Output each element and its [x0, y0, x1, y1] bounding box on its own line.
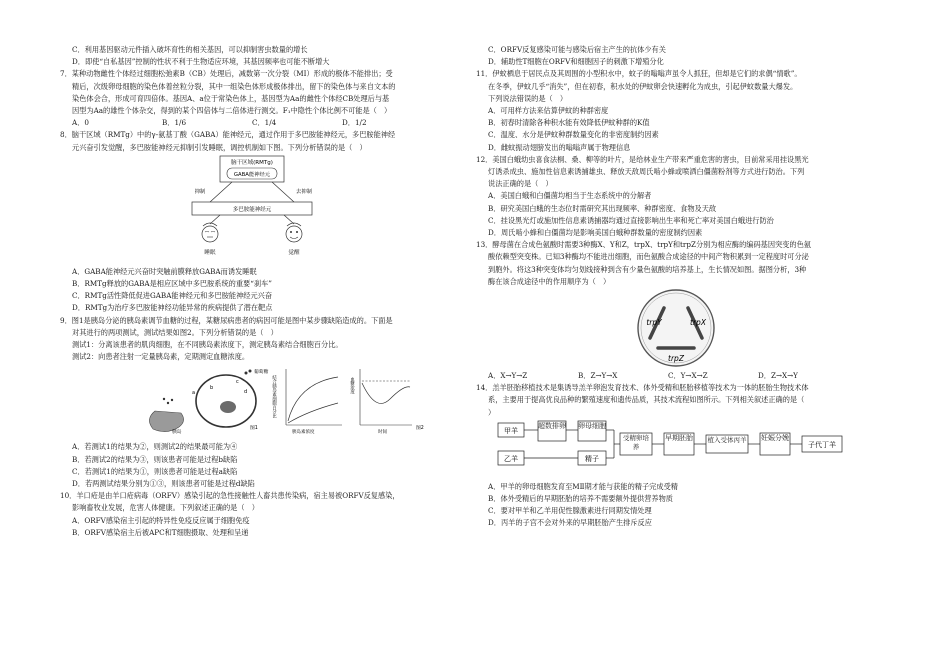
q12-line: 说法正确的是（ ） — [488, 179, 553, 189]
goat-a-label: 甲羊 — [504, 426, 518, 435]
q14-option-a: A．甲羊的卵母细胞发育至MⅡ期才能与获能的精子完成受精 — [488, 481, 678, 491]
target-cell — [196, 375, 256, 427]
q9-option-b: B．若测试2的结果为③，则该患者可能是过程b缺陷 — [72, 454, 238, 464]
question-8 — [60, 129, 460, 314]
q7-line: 染色体会合，形成可育四倍体。基因A、a位于常染色体上，基因型为Aa的雌性个体经CB处理后与基 — [72, 93, 390, 103]
q14-flowchart — [476, 419, 891, 481]
q14-option-c: C．要对甲羊和乙羊用促性腺激素进行同期发情处理 — [488, 506, 652, 516]
q12-option-d: D．周氏啮小蜂和白僵菌均是影响美国白蛾种群数量的密度制约因素 — [488, 228, 703, 238]
fig1-caption: 图1 — [250, 426, 258, 432]
option-d: D．即使“自私基因”控制的性状不利于生物适应环境，其基因频率也可能不断增大 — [72, 57, 330, 67]
step-b: b — [210, 385, 214, 392]
question-13 — [476, 239, 891, 382]
rmtg-mechanism-diagram — [60, 154, 460, 266]
q10-line: 影响畜牧业发展，危害人体健康。下列叙述正确的是（ ） — [72, 503, 259, 513]
delivery-label: 妊娠分娩 — [761, 433, 789, 442]
inhibit-label: 抑制 — [194, 188, 206, 195]
awake-face-icon — [286, 223, 302, 242]
pancreas-label: 胰岛 — [172, 430, 182, 436]
q8-diagram — [60, 154, 460, 266]
q9-option-d: D．若两测试结果分别为①③，则该患者可能是过程d缺陷 — [72, 479, 255, 489]
insulin-figure — [60, 363, 460, 441]
disinhibit-label: 去抑制 — [296, 188, 312, 195]
trpy-label: trpY — [646, 318, 662, 328]
step-a: a — [192, 390, 196, 397]
q10-line: 10．羊口疮是由羊口疮病毒（ORFV）感染引起的急性接触性人畜共患传染病，宿主易被ORFV反复感染， — [60, 491, 400, 501]
graph1-xlabel: 胰岛素浓度 — [292, 430, 315, 436]
q11-line: 11．伊蚊栖息于居民点及其周围的小型积水中，蚊子的嗡嗡声虽令人抓狂，但却是它们的求偶“情歌”。 — [476, 69, 802, 79]
figure-2-graph-glucose — [350, 369, 424, 435]
question-9 — [60, 315, 460, 491]
step-c: c — [236, 379, 239, 386]
q11-option-a: A．可用样方法来估算伊蚊的种群密度 — [488, 106, 609, 116]
q14-line: 系，主要用于提高优良品种的繁殖速度和遗传品质，其技术流程如图所示。下列相关叙述正确的是（ — [488, 395, 805, 405]
q9-option-c: C．若测试1的结果为①，则该患者可能是过程a缺陷 — [72, 466, 238, 476]
q12-option-c: C．挂设黑光灯或施加性信息素诱捕器均通过直接影响出生率和死亡率对美国白蛾进行防治 — [488, 215, 774, 225]
q10-option-b: B．ORFV感染宿主后被APC和T细胞摄取、处理和呈递 — [72, 527, 249, 537]
q9-line: 9．图1是胰岛分泌的胰岛素调节血糖的过程，某糖尿病患者的病因可能是图中某步骤缺陷造成的。下面是 — [60, 315, 393, 325]
q12-option-b: B．研究美国白蛾的生态位时需研究其出现频率、种群密度、食物及天敌 — [488, 203, 717, 213]
q7-option-d: D．1/2 — [342, 118, 367, 128]
q8-option-c: C．RMTg活性降低促进GABA能神经元和多巴胺能神经元兴奋 — [72, 291, 273, 301]
q13-plate-figure — [476, 288, 891, 370]
fig2-caption: 图2 — [416, 426, 424, 432]
offspring-label: 子代丁羊 — [808, 440, 836, 449]
question-10 — [60, 490, 460, 539]
q9-line: 测试2：向患者注射一定量胰岛素，定期测定血糖浓度。 — [72, 352, 250, 362]
q8-line: 元兴奋引发觉醒，多巴胺能神经元抑制引发睡眠，调控机制如下图。下列分析错误的是（ ） — [72, 142, 367, 152]
trpx-label: trpX — [690, 318, 706, 328]
q10-option-a: A．ORFV感染宿主引起的特异性免疫反应属于细胞免疫 — [72, 515, 250, 525]
q13-line: 13．酵母菌在合成色氨酸时需要3种酶X、Y和Z，trpX、trpY和trpZ分别为相应酶的编码基因突变的色氨 — [476, 240, 811, 250]
q7-options — [60, 117, 460, 129]
option-c: C．利用基因驱动元件插入破坏育性的相关基因，可以抑制害虫数量的增长 — [72, 45, 308, 54]
question-14 — [476, 382, 891, 529]
q7-option-a: A．0 — [72, 118, 89, 128]
q7-option-c: C．1/4 — [252, 118, 277, 128]
q14-option-b: B．体外受精后的早期胚胎的培养不需要额外提供营养物质 — [488, 494, 673, 504]
goat-b-label: 乙羊 — [504, 454, 518, 463]
q7-line: 因型为Aa的雄性个体杂交，得到的某个四倍体与二倍体进行测交。F₁中隐性个体比例不可能是（ ） — [72, 106, 392, 116]
q13-line: 酶在该合成途径中的作用顺序为（ ） — [488, 276, 611, 286]
question-7 — [60, 68, 460, 129]
gaba-neuron-label: GABA能神经元 — [233, 171, 271, 178]
q12-line: 12．美国白蛾幼虫喜食法桐、桑、柳等的叶片，是给林业生产带来严重危害的害虫，目前常采用挂设黑光 — [476, 154, 809, 164]
glucose-label: 葡萄糖 — [254, 370, 269, 376]
dopamine-neuron-label: 多巴胺能神经元 — [232, 206, 272, 213]
q13-option-d: D．Z→X→Y — [758, 371, 798, 381]
question-11 — [476, 68, 891, 153]
early-embryo-label: 早期胚胎 — [665, 433, 693, 442]
figure-2-graph-binding — [272, 369, 343, 435]
sperm-label: 精子 — [585, 454, 599, 463]
q13-line: 酸依赖型突变株。已知3种酶均不能进出细胞，而色氨酸合成途径的中间产物积累到一定程度时可分泌 — [488, 252, 809, 262]
trpz-label: trpZ — [668, 354, 684, 364]
sleep-label: 睡眠 — [204, 249, 216, 256]
sleeping-face-icon — [202, 223, 218, 242]
q14-line: ） — [488, 407, 496, 417]
nucleus — [220, 401, 236, 413]
q11-option-c: C．温度、水分是伊蚊种群数量变化的非密度制约因素 — [488, 130, 659, 140]
q13-option-a: A．X→Y→Z — [488, 371, 528, 381]
graph1-ylabel: 结合胰岛素细胞百分比 — [271, 375, 277, 419]
q11-option-d: D．雌蚊振动翅膀发出的嗡嗡声属于物理信息 — [488, 142, 631, 152]
q10-option-c: C．ORFV反复感染可能与感染后宿主产生的抗体少有关 — [488, 45, 666, 54]
step-d: d — [244, 389, 248, 396]
q7-option-b: B．1/6 — [162, 118, 187, 128]
q13-line: 到胞外。将这3种突变体均匀划线接种到含有少量色氨酸的培养基上，生长情况如图。据图分析，3种 — [488, 264, 807, 274]
pancreas-icon — [149, 411, 183, 432]
q14-option-d: D．丙羊的子宫不会对外来的早期胚胎产生排斥反应 — [488, 518, 652, 528]
rmtg-box-label: 脑干区域(RMTg) — [231, 159, 273, 166]
culture-label: 受精卵培养 — [623, 433, 649, 451]
q9-figure — [60, 363, 460, 441]
figure-1 — [149, 368, 268, 435]
q7-line: 精后，次级卵母细胞的染色体着丝粒分裂，其中一组染色体形成极体排出，留下的染色体与来自文本的 — [72, 81, 396, 91]
q7-line: 7．某种动物雌性个体经过细胞松弛素B（CB）处理后，减数第一次分裂（MⅠ）形成的极体不能排出；受 — [60, 69, 393, 79]
question-12 — [476, 154, 891, 239]
superovulation-label: 超数排卵 — [538, 421, 566, 430]
left-column — [60, 44, 460, 539]
q9-option-a: A．若测试1的结果为②，则测试2的结果最可能为④ — [72, 442, 238, 452]
oocyte-label: 卵母细胞 — [578, 421, 606, 430]
q8-option-d: D．RMTg为治疗多巴胺能神经功能异常的疾病提供了潜在靶点 — [72, 303, 273, 313]
q14-line: 14．羔羊胚胎移植技术是集诱导羔羊卵泡发育技术、体外受精和胚胎移植等技术为一体的胚胎生物技术体 — [476, 383, 809, 393]
q13-option-c: C．Y→X→Z — [668, 371, 708, 381]
awake-label: 觉醒 — [288, 249, 300, 256]
q11-line: 下列说法错误的是（ ） — [488, 93, 568, 103]
q8-line: 8．脑干区域（RMTg）中的γ-氨基丁酸（GABA）能神经元，通过作用于多巴胺能神经元，多巴胺能神经 — [60, 130, 396, 140]
petri-plate — [476, 288, 891, 370]
q8-option-b: B．RMTg释放的GABA是相应区域中多巴胺系统的重要“刹车” — [72, 279, 272, 289]
q11-line: 在冬季，伊蚊几乎“消失”，但在初春，积水处的伊蚊卵会快速孵化为成虫，引起伊蚊数量大爆发。 — [488, 81, 798, 91]
transfer-label: 植入受体丙羊 — [707, 435, 747, 444]
graph2-ylabel: 血糖浓度 — [349, 377, 355, 395]
q10-option-d: D．辅助性T细胞在ORFV和细胞因子的刺激下增殖分化 — [488, 57, 664, 67]
q12-line: 灯诱杀成虫、施加性信息素诱捕雄虫、释放天敌周氏啮小蜂或喷洒白僵菌粉剂等方式进行防治。下列 — [488, 167, 805, 177]
q12-option-a: A．美国白蛾和白僵菌均相当于生态系统中的分解者 — [488, 191, 652, 201]
q13-option-b: B．Z→Y→X — [578, 371, 618, 381]
embryo-transfer-flow — [476, 419, 891, 481]
q11-option-b: B．初春时清除各种积水能有效降低伊蚊种群的K值 — [488, 118, 650, 128]
graph2-xlabel: 时间 — [378, 430, 387, 436]
q9-line: 对其进行的两项测试，测试结果如图2。下列分析错误的是（ ） — [72, 327, 278, 337]
q9-line: 测试1：分离该患者的肌肉细胞，在不同胰岛素浓度下，测定胰岛素结合细胞百分比。 — [72, 340, 343, 350]
q13-options — [476, 370, 891, 382]
right-column — [476, 44, 891, 530]
q8-option-a: A．GABA能神经元兴奋时突触前膜释放GABA而诱发睡眠 — [72, 266, 257, 276]
